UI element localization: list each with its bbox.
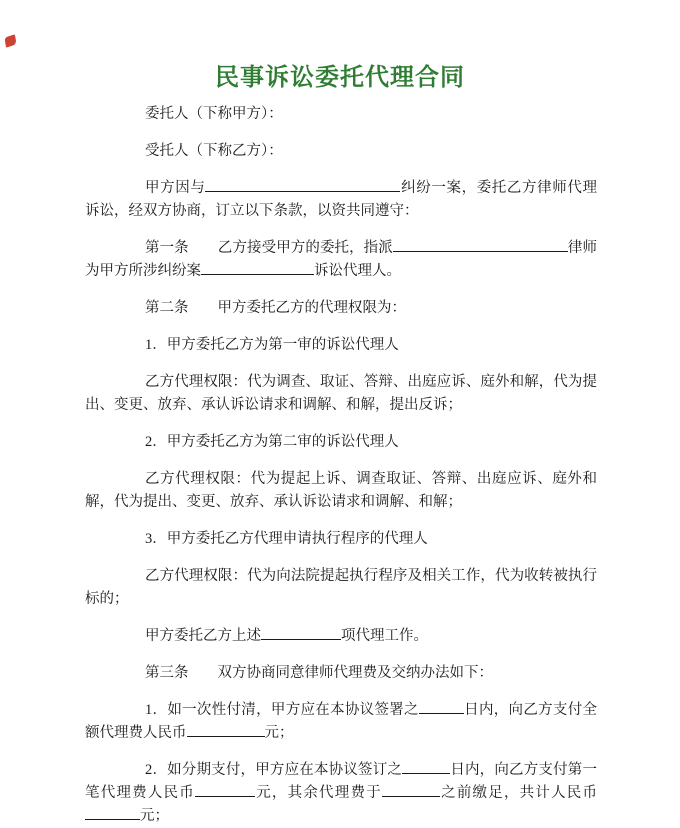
paragraph: 第三条 双方协商同意律师代理费及交纳办法如下： [145, 665, 493, 681]
paragraph: 第一条 乙方接受甲方的委托，指派 律师为甲方所涉纠纷案 诉讼代理人。 [85, 240, 598, 279]
paragraph: 1．甲方委托乙方为第一审的诉讼代理人 [145, 337, 399, 353]
blank-field [402, 760, 450, 774]
blank-field [195, 783, 255, 797]
paragraph: 甲方委托乙方上述 项代理工作。 [145, 628, 428, 644]
blank-field [85, 806, 140, 820]
blank-field [187, 723, 265, 737]
blank-field [382, 783, 440, 797]
blank-field [201, 261, 314, 275]
paragraph: 委托人（下称甲方）： [145, 106, 283, 122]
paragraph: 乙方代理权限：代为调查、取证、答辩、出庭应诉、庭外和解，代为提出、变更、放弃、承认诉讼请求和调解、和解，提出反诉； [85, 374, 597, 413]
paragraph: 2．甲方委托乙方为第二审的诉讼代理人 [145, 434, 399, 450]
paragraph: 2．如分期支付，甲方应在本协议签订之 日内，向乙方支付第一笔代理费人民币 元，其余代理费于 之前缴足，共计人民币元； [85, 762, 598, 824]
paragraph: 乙方代理权限：代为向法院提起执行程序及相关工作，代为收转被执行标的； [85, 568, 597, 607]
blank-field [419, 700, 464, 714]
paragraph: 甲方因与 纠纷一案，委托乙方律师代理诉讼，经双方协商，订立以下条款，以资共同遵守： [85, 180, 598, 219]
blank-field [393, 238, 568, 252]
paragraph: 1．如一次性付清，甲方应在本协议签署之 日内，向乙方支付全额代理费人民币 元； [85, 702, 598, 741]
paragraph: 第二条 甲方委托乙方的代理权限为： [145, 300, 406, 316]
blank-field [261, 626, 341, 640]
document-body [0, 92, 680, 828]
blank-field [205, 178, 400, 192]
paragraph: 乙方代理权限：代为提起上诉、调查取证、答辩、出庭应诉、庭外和解，代为提出、变更、放弃、承认诉讼请求和调解、和解； [85, 471, 597, 510]
page-title: 民事诉讼委托代理合同 [215, 64, 465, 91]
paragraph: 3．甲方委托乙方代理申请执行程序的代理人 [145, 531, 428, 547]
paragraph: 受托人（下称乙方）： [145, 143, 283, 159]
